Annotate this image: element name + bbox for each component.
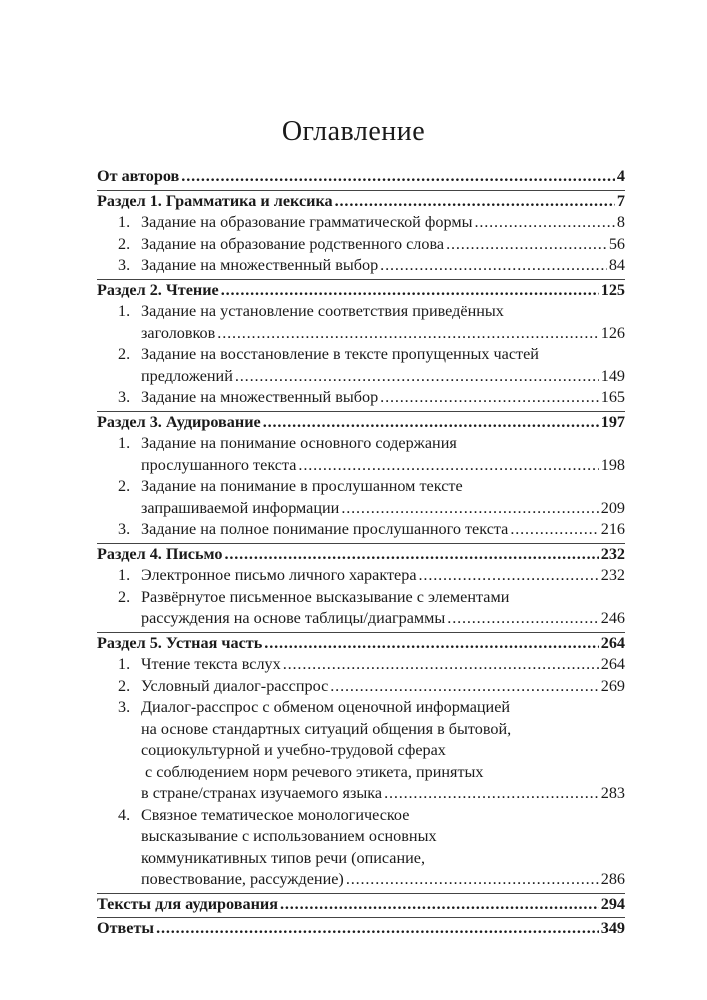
dot-leader: [510, 519, 598, 541]
item-text: Чтение текста вслух: [141, 655, 281, 673]
item-text-continued: повествование, рассуждение): [141, 870, 344, 888]
toc-page-number: 165: [600, 388, 625, 406]
toc-page-number: 197: [600, 412, 625, 431]
dot-leader: [384, 783, 599, 805]
dot-leader: [283, 654, 599, 676]
toc-item[interactable]: [97, 805, 625, 827]
item-number: 3.: [118, 388, 131, 406]
toc-item[interactable]: [97, 676, 625, 698]
item-text-line: социокультурной и учебно-трудовой сферах: [141, 741, 446, 759]
toc-page-number: 125: [600, 280, 625, 299]
toc-page-number: 264: [600, 633, 625, 652]
toc-item[interactable]: [97, 565, 625, 587]
dot-leader: [221, 280, 599, 302]
toc-label: Раздел 4. Письмо: [97, 544, 223, 563]
toc-page-number: 209: [600, 498, 625, 517]
toc-item[interactable]: [97, 433, 625, 455]
item-number: 3.: [118, 698, 131, 716]
toc-label: Раздел 3. Аудирование: [97, 412, 261, 431]
dot-leader: [380, 387, 599, 409]
dot-leader: [330, 676, 598, 698]
item-text-continued: заголовков: [141, 323, 216, 342]
toc-item-continuation[interactable]: [97, 869, 625, 891]
toc-page-number: 283: [600, 784, 625, 802]
dot-leader: [474, 212, 614, 234]
dot-leader: [181, 166, 615, 188]
toc-label: Раздел 2. Чтение: [97, 280, 219, 299]
toc-item[interactable]: [97, 387, 625, 409]
item-text: Задание на понимание основного содержания: [141, 434, 457, 452]
dot-leader: [224, 544, 598, 566]
toc-item[interactable]: [97, 255, 625, 277]
dot-leader: [235, 366, 599, 388]
dot-leader: [346, 869, 599, 891]
toc-item-continuation[interactable]: [97, 498, 625, 520]
toc-item[interactable]: [97, 654, 625, 676]
toc-entry-answers[interactable]: [97, 918, 625, 940]
item-text: Условный диалог-расспрос: [141, 676, 329, 695]
item-number: 2.: [118, 587, 131, 606]
dot-leader: [264, 633, 598, 655]
toc-page-number: 126: [600, 323, 625, 342]
dot-leader: [156, 918, 599, 940]
toc-section-5[interactable]: [97, 633, 625, 655]
toc-item[interactable]: [97, 212, 625, 234]
item-number: 2.: [118, 345, 131, 363]
item-text: Задание на полное понимание прослушанного текста: [141, 520, 509, 538]
toc-label: От авторов: [97, 167, 180, 185]
dot-leader: [280, 894, 599, 916]
toc-item-continuation[interactable]: [97, 366, 625, 388]
toc-label: Тексты для аудирования: [97, 894, 278, 913]
toc-page-number: 294: [600, 894, 625, 913]
item-number: 4.: [118, 805, 131, 824]
toc-page-number: 84: [608, 256, 625, 274]
item-number: 3.: [118, 256, 131, 274]
item-text: Задание на образование родственного слова: [141, 234, 445, 253]
toc-page-number: 7: [616, 191, 625, 210]
toc-section-1[interactable]: [97, 191, 625, 213]
item-text: Задание на понимание в прослушанном тексте: [141, 477, 463, 495]
toc-item[interactable]: [97, 587, 625, 609]
dot-leader: [419, 565, 599, 587]
toc-page-number: 232: [600, 544, 625, 563]
item-text-line: с соблюдением норм речевого этикета, принятых: [141, 762, 484, 781]
item-text: Задание на установление соответствия приведённых: [141, 302, 504, 320]
dot-leader: [335, 191, 615, 213]
item-text-continued: в стране/странах изучаемого языка: [141, 784, 383, 802]
dot-leader: [341, 498, 598, 520]
toc-entry-authors[interactable]: [97, 166, 625, 188]
toc-page-number: 269: [600, 676, 625, 695]
toc-page-number: 216: [600, 520, 625, 538]
item-text: Задание на множественный выбор: [141, 388, 379, 406]
toc-item[interactable]: [97, 301, 625, 323]
toc-page-number: 286: [600, 870, 625, 888]
toc-item-continuation[interactable]: [97, 323, 625, 345]
item-text-continued: рассуждения на основе таблицы/диаграммы: [141, 609, 446, 627]
item-number: 1.: [118, 434, 131, 452]
dot-leader: [217, 323, 598, 345]
item-text: Электронное письмо личного характера: [141, 566, 417, 584]
toc-label: Ответы: [97, 919, 155, 937]
toc-item[interactable]: [97, 234, 625, 256]
item-text: Задание на восстановление в тексте пропущенных частей: [141, 345, 539, 363]
toc-page-number: 232: [600, 566, 625, 584]
toc-page-number: 56: [608, 234, 625, 253]
toc-item[interactable]: [97, 476, 625, 498]
item-text-continued: предложений: [141, 366, 233, 385]
toc-page-number: 198: [600, 455, 625, 474]
toc-item[interactable]: [97, 697, 625, 719]
dot-leader: [446, 234, 607, 256]
item-text-continued: прослушанного текста: [141, 455, 297, 474]
item-number: 2.: [118, 477, 131, 495]
toc-label: Раздел 1. Грамматика и лексика: [97, 191, 333, 210]
item-text: Связное тематическое монологическое: [141, 805, 410, 824]
item-text-line: коммуникативных типов речи (описание,: [141, 848, 426, 867]
toc-page-number: 4: [616, 167, 625, 185]
item-number: 3.: [118, 520, 131, 538]
item-number: 2.: [118, 676, 131, 695]
table-of-contents: [97, 166, 625, 940]
item-number: 1.: [118, 302, 131, 320]
toc-section-2[interactable]: [97, 280, 625, 302]
item-text-line: на основе стандартных ситуаций общения в бытовой,: [141, 719, 512, 738]
toc-page-number: 149: [600, 366, 625, 385]
toc-page-number: 264: [600, 655, 625, 673]
item-number: 1.: [118, 655, 131, 673]
page-title: Оглавление: [281, 116, 426, 147]
item-text: Задание на множественный выбор: [141, 256, 379, 274]
item-text: Задание на образование грамматической формы: [141, 213, 473, 231]
item-number: 1.: [118, 213, 131, 231]
item-number: 1.: [118, 566, 131, 584]
toc-item[interactable]: [97, 519, 625, 541]
toc-page-number: 246: [600, 609, 625, 627]
dot-leader: [263, 412, 599, 434]
item-text: Развёрнутое письменное высказывание с элементами: [141, 587, 510, 606]
item-number: 2.: [118, 234, 131, 253]
toc-page-number: 8: [616, 213, 625, 231]
toc-label: Раздел 5. Устная часть: [97, 633, 263, 652]
toc-section-3[interactable]: [97, 412, 625, 434]
dot-leader: [380, 255, 607, 277]
toc-item-continuation[interactable]: [97, 608, 625, 630]
toc-item-continuation[interactable]: [97, 783, 625, 805]
toc-item-continuation[interactable]: [97, 455, 625, 477]
item-text: Диалог-расспрос с обменом оценочной информацией: [141, 698, 511, 716]
toc-section-4[interactable]: [97, 544, 625, 566]
item-text-continued: запрашиваемой информации: [141, 498, 340, 517]
toc-entry-listening-texts[interactable]: [97, 894, 625, 916]
dot-leader: [298, 455, 598, 477]
item-text-line: высказывание с использованием основных: [141, 827, 437, 845]
dot-leader: [447, 608, 598, 630]
toc-page-number: 349: [600, 919, 625, 937]
toc-item[interactable]: [97, 344, 625, 366]
